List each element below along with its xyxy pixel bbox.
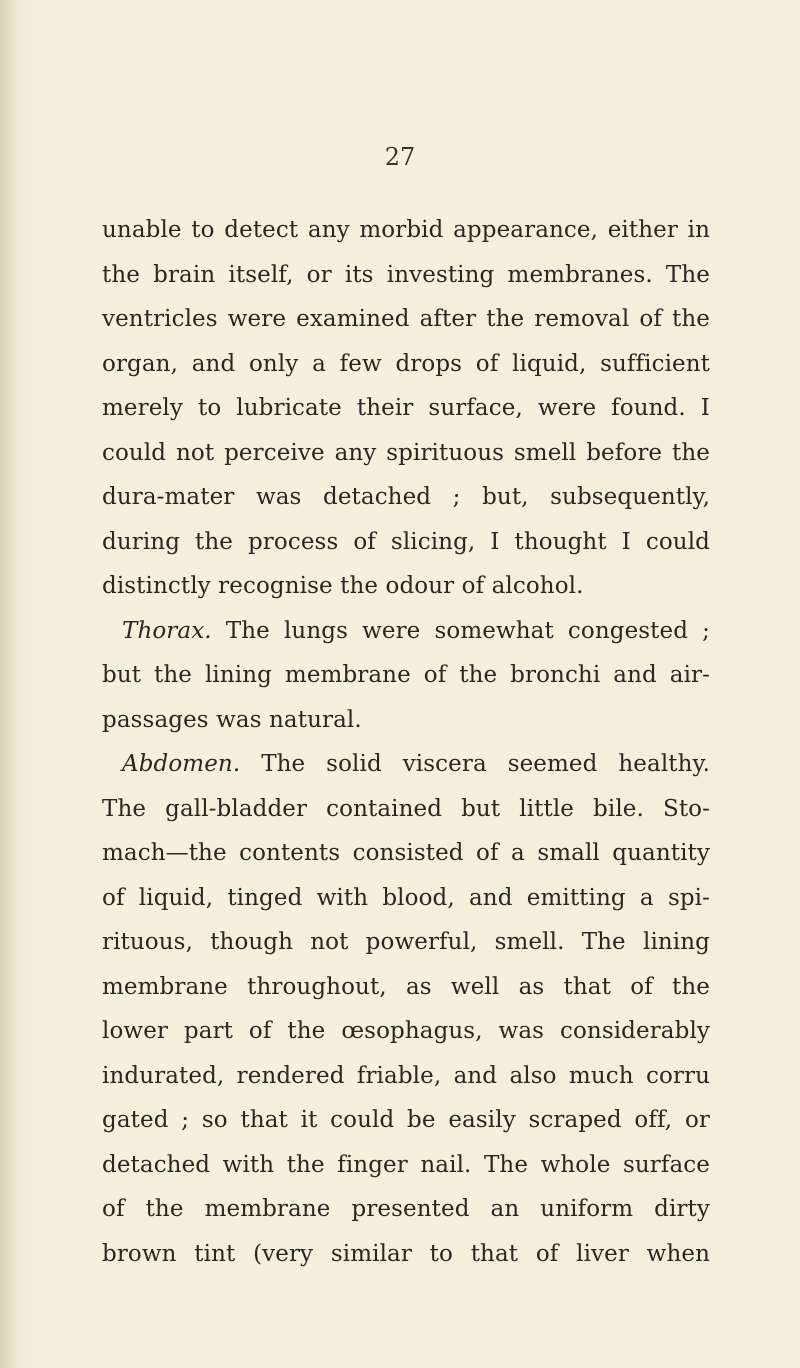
text-line: detached with the finger nail. The whole surface — [102, 1151, 710, 1178]
text-line: ventricles were examined after the removal of the — [102, 306, 710, 332]
text-line-abdomen — [102, 742, 710, 787]
text-line: during the process of slicing, I thought I could — [102, 528, 710, 555]
text-line: the brain itself, or its investing membranes. The — [102, 261, 710, 288]
text-line: rituous, though not powerful, smell. The lining — [102, 929, 710, 955]
section-heading-abdomen: Abdomen. — [122, 751, 241, 777]
text-line-content: The solid viscera seemed healthy. — [261, 751, 710, 777]
text-line: distinctly recognise the odour of alcohol. — [102, 573, 584, 599]
text-line: The gall-bladder contained but little bile. Sto- — [102, 795, 710, 822]
text-line: dura-mater was detached ; but, subsequently, — [102, 484, 710, 510]
text-line: unable to detect any morbid appearance, either in — [102, 217, 710, 243]
text-line: could not perceive any spirituous smell before the — [102, 439, 710, 466]
text-line: passages was natural. — [102, 706, 362, 733]
text-line: merely to lubricate their surface, were found. I — [102, 395, 710, 421]
text-line: membrane throughout, as well as that of the — [102, 973, 710, 1000]
text-line: indurated, rendered friable, and also much corru — [102, 1062, 710, 1089]
text-line: gated ; so that it could be easily scraped off, or — [102, 1107, 710, 1133]
text-line: of the membrane presented an uniform dirty — [102, 1196, 710, 1222]
text-line: lower part of the œsophagus, was considerably — [102, 1018, 710, 1044]
text-line: brown tint (very similar to that of liver when — [102, 1240, 710, 1267]
page-number: 27 — [384, 143, 416, 171]
text-line-content: The lungs were somewhat congested ; — [225, 617, 711, 644]
text-line: of liquid, tinged with blood, and emitting a spi- — [102, 884, 710, 911]
text-line-thorax — [102, 609, 710, 654]
body-text — [102, 208, 710, 1276]
text-line: organ, and only a few drops of liquid, sufficient — [102, 350, 710, 377]
text-line: but the lining membrane of the bronchi and air- — [102, 662, 710, 688]
text-line: mach—the contents consisted of a small quantity — [102, 840, 710, 866]
page-edge-shadow — [0, 0, 16, 1368]
section-heading-thorax: Thorax. — [122, 617, 212, 644]
